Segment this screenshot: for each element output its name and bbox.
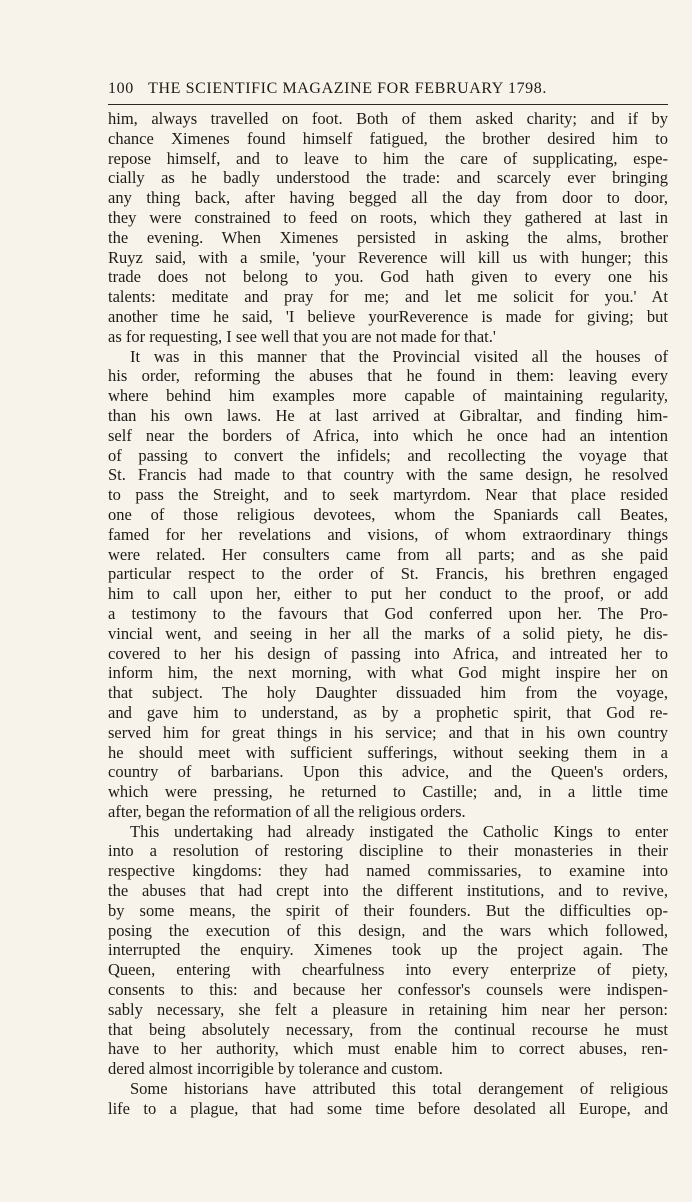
text-line: St. Francis had made to that country with the same design, he resolved xyxy=(108,465,668,485)
text-line: covered to her his design of passing into Africa, and intreated her to xyxy=(108,643,668,663)
text-line: interrupted the enquiry. Ximenes took up the project again. The xyxy=(108,940,668,960)
text-line: and gave him to understand, as by a prophetic spirit, that God re- xyxy=(108,702,668,722)
text-line: have to her authority, which must enable him to correct abuses, ren- xyxy=(108,1039,668,1059)
text-line: Ruyz said, with a smile, 'your Reverence will kill us with hunger; this xyxy=(108,247,668,267)
text-line: inform him, the next morning, with what God might inspire her on xyxy=(108,663,668,683)
text-line: that being absolutely necessary, from the continual recourse he must xyxy=(108,1019,668,1039)
running-header xyxy=(108,78,668,100)
text-line: him to call upon her, either to put her conduct to the proof, or add xyxy=(108,584,668,604)
text-line: self near the borders of Africa, into which he once had an intention xyxy=(108,425,668,445)
text-line: repose himself, and to leave to him the care of supplicating, espe- xyxy=(108,148,668,168)
text-line: particular respect to the order of St. Francis, his brethren engaged xyxy=(108,564,668,584)
text-line: any thing back, after having begged all the day from door to door, xyxy=(108,188,668,208)
text-line: where behind him examples more capable of maintaining regularity, xyxy=(108,386,668,406)
text-line: into a resolution of restoring discipline to their monasteries in their xyxy=(108,841,668,861)
body-text xyxy=(108,109,668,1119)
text-line: the evening. When Ximenes persisted in asking the alms, brother xyxy=(108,227,668,247)
text-line: Queen, entering with chearfulness into every enterprize of piety, xyxy=(108,960,668,980)
text-line: country of barbarians. Upon this advice, and the Queen's orders, xyxy=(108,762,668,782)
text-line: famed for her revelations and visions, of whom extraordinary things xyxy=(108,524,668,544)
text-line: This undertaking had already instigated the Catholic Kings to enter xyxy=(130,821,668,841)
text-line: trade does not belong to you. God hath given to every one his xyxy=(108,267,668,287)
text-line: the abuses that had crept into the different institutions, and to revive, xyxy=(108,881,668,901)
text-line: respective kingdoms: they had named commissaries, to examine into xyxy=(108,861,668,881)
text-line: one of those religious devotees, whom the Spaniards call Beates, xyxy=(108,504,668,524)
text-line: were related. Her consulters came from all parts; and as she paid xyxy=(108,544,668,564)
text-line: he should meet with sufficient sufferings, without seeking them in a xyxy=(108,742,668,762)
text-line: served him for great things in his service; and that in his own country xyxy=(108,722,668,742)
text-line: which were pressing, he returned to Castille; and, in a little time xyxy=(108,782,668,802)
text-line: of passing to convert the infidels; and recollecting the voyage that xyxy=(108,445,668,465)
book-page xyxy=(108,78,668,1119)
text-line: cially as he badly understood the trade: and scarcely ever bringing xyxy=(108,168,668,188)
text-line: that subject. The holy Daughter dissuaded him from the voyage, xyxy=(108,683,668,703)
text-line: they were constrained to feed on roots, which they gathered at last in xyxy=(108,207,668,227)
text-line: another time he said, 'I believe yourReverence is made for giving; but xyxy=(108,306,668,326)
text-line: chance Ximenes found himself fatigued, the brother desired him to xyxy=(108,128,668,148)
header-rule xyxy=(108,104,668,105)
text-line: It was in this manner that the Provincial visited all the houses of xyxy=(130,346,668,366)
text-line: a testimony to the favours that God conferred upon her. The Pro- xyxy=(108,603,668,623)
text-line: his order, reforming the abuses that he found in them: leaving every xyxy=(108,366,668,386)
text-line: after, began the reformation of all the religious orders. xyxy=(108,801,466,821)
text-line: vincial went, and seeing in her all the marks of a solid piety, he dis- xyxy=(108,623,668,643)
text-line: life to a plague, that had some time before desolated all Europe, and xyxy=(108,1098,668,1118)
text-line: talents: meditate and pray for me; and let me solicit for you.' At xyxy=(108,287,668,307)
text-line: posing the execution of this design, and the wars which followed, xyxy=(108,920,668,940)
running-title: THE SCIENTIFIC MAGAZINE FOR FEBRUARY 1798. xyxy=(148,80,547,97)
text-line: him, always travelled on foot. Both of them asked charity; and if by xyxy=(108,109,668,128)
text-line: to pass the Streight, and to seek martyrdom. Near that place resided xyxy=(108,485,668,505)
text-line: by some means, the spirit of their founders. But the difficulties op- xyxy=(108,900,668,920)
page-number: 100 xyxy=(108,80,134,97)
text-line: dered almost incorrigible by tolerance and custom. xyxy=(108,1059,443,1079)
text-line: than his own laws. He at last arrived at Gibraltar, and finding him- xyxy=(108,405,668,425)
text-line: consents to this: and because her confessor's counsels were indispen- xyxy=(108,980,668,1000)
text-line: as for requesting, I see well that you are not made for that.' xyxy=(108,326,496,346)
text-line: Some historians have attributed this total derangement of religious xyxy=(130,1079,668,1099)
text-line: sably necessary, she felt a pleasure in retaining him near her person: xyxy=(108,999,668,1019)
